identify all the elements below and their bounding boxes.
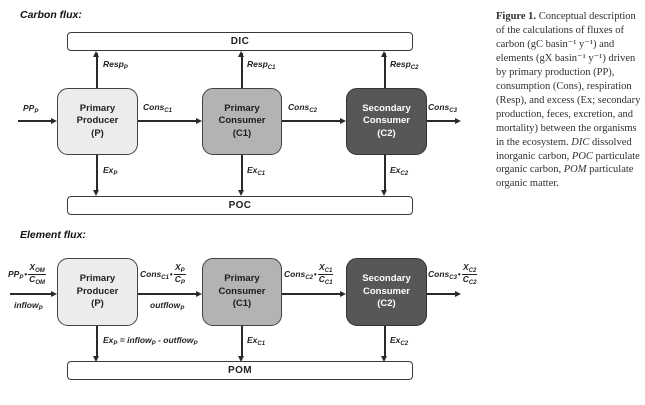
arrow-ex-p-line bbox=[96, 155, 98, 191]
element-flux-section-label: Element flux: bbox=[20, 229, 86, 241]
arrow-resp-c1-line bbox=[241, 53, 243, 88]
label-cons-c3-stoich: Cons$_{C3}$ • $\frac{X_{C2}}{C_{C2}}$ bbox=[428, 262, 477, 287]
arrow-cons-c2-line bbox=[282, 120, 340, 122]
arrow-elem-cons-c1-head bbox=[196, 291, 202, 297]
label-cons-c1-stoich: Cons$_{C1}$ • $\frac{X_P}{C_P}$ bbox=[140, 262, 185, 287]
label-ex-c2: $Ex_{C2}$ bbox=[390, 165, 409, 177]
arrow-elem-cons-c2-head bbox=[340, 291, 346, 297]
caption-pom-term: POM bbox=[563, 164, 587, 176]
label-elem-ex-c1: $Ex_{C1}$ bbox=[247, 335, 266, 347]
arrow-elem-cons-c1-line bbox=[138, 293, 196, 295]
arrow-ex-c1-line bbox=[241, 155, 243, 191]
figure-caption: Figure 1. Conceptual description of the calculations of fluxes of carbon (gC basin⁻¹ y⁻¹) and elements (gX basin⁻¹ y⁻¹) driven by primary production (PP), consumption (Cons), respiration (Resp), and excess (Ex; secondary production, feces, excretion, and mortality) between the organisms in the ecosystem. DIC dissolved inorganic carbon, POC particulate organic carbon, POM particulate organic matter. bbox=[496, 11, 641, 190]
carbon-flux-section-label: Carbon flux: bbox=[20, 9, 82, 21]
arrow-elem-cons-c3-line bbox=[427, 293, 455, 295]
arrow-cons-c2-head bbox=[340, 118, 346, 124]
label-pp-stoich: $PP_P$ • $\frac{X_{OM}}{C_{OM}}$ bbox=[8, 262, 45, 287]
arrow-resp-p-head bbox=[93, 51, 99, 57]
label-ex-c1: $Ex_{C1}$ bbox=[247, 165, 266, 177]
arrow-inflow-p-line bbox=[10, 293, 51, 295]
secondary-consumer-box-carbon: Secondary Consumer (C2) bbox=[346, 88, 427, 155]
arrow-pp-line bbox=[18, 120, 51, 122]
arrow-cons-c1-line bbox=[138, 120, 196, 122]
primary-consumer-box-carbon: Primary Consumer (C1) bbox=[202, 88, 282, 155]
arrow-resp-c1-head bbox=[238, 51, 244, 57]
label-cons-c1: Cons$_{C1}$ bbox=[143, 102, 172, 114]
arrow-inflow-p-head bbox=[51, 291, 57, 297]
caption-dic-term: DIC bbox=[571, 136, 590, 148]
arrow-resp-c2-line bbox=[384, 53, 386, 88]
poc-reservoir-bar: POC bbox=[67, 196, 413, 215]
pom-reservoir-bar: POM bbox=[67, 361, 413, 380]
arrow-cons-c3-line bbox=[427, 120, 455, 122]
dic-reservoir-bar: DIC bbox=[67, 32, 413, 51]
figure-caption-body: Conceptual description of the calculations of fluxes of carbon (gC basin⁻¹ y⁻¹) and elements (gX basin⁻¹ y⁻¹) driven by primary production (PP), consumption (Cons), respiration (Resp), and excess (Ex; secondary production, feces, excretion, and mortality) between the organisms in the ecosystem. bbox=[496, 11, 641, 148]
arrow-elem-ex-c2-line bbox=[384, 326, 386, 357]
label-cons-c2-stoich: Cons$_{C2}$ • $\frac{X_{C1}}{C_{C1}}$ bbox=[284, 262, 333, 287]
secondary-consumer-box-element: Secondary Consumer (C2) bbox=[346, 258, 427, 326]
label-cons-c3: Cons$_{C3}$ bbox=[428, 102, 457, 114]
arrow-cons-c1-head bbox=[196, 118, 202, 124]
primary-producer-box-element: Primary Producer (P) bbox=[57, 258, 138, 326]
label-resp-p: Resp$_P$ bbox=[103, 59, 128, 71]
caption-poc-term: POC bbox=[571, 150, 593, 162]
arrow-resp-p-line bbox=[96, 53, 98, 88]
label-outflow-p: outflow$_P$ bbox=[150, 300, 185, 312]
label-ex-p-equation: $Ex_P$ = inflow$_P$ - outflow$_P$ bbox=[103, 335, 198, 347]
label-elem-ex-c2: $Ex_{C2}$ bbox=[390, 335, 409, 347]
arrow-ex-c2-line bbox=[384, 155, 386, 191]
label-ex-p: $Ex_P$ bbox=[103, 165, 118, 177]
arrow-elem-cons-c2-line bbox=[282, 293, 340, 295]
arrow-cons-c3-head bbox=[455, 118, 461, 124]
label-inflow-p: inflow$_P$ bbox=[14, 300, 43, 312]
primary-consumer-box-element: Primary Consumer (C1) bbox=[202, 258, 282, 326]
arrow-elem-ex-c1-line bbox=[241, 326, 243, 357]
arrow-pp-head bbox=[51, 118, 57, 124]
arrow-resp-c2-head bbox=[381, 51, 387, 57]
label-cons-c2: Cons$_{C2}$ bbox=[288, 102, 317, 114]
label-resp-c2: Resp$_{C2}$ bbox=[390, 59, 419, 71]
figure-caption-label: Figure 1. bbox=[496, 11, 537, 22]
arrow-elem-cons-c3-head bbox=[455, 291, 461, 297]
arrow-elem-ex-p-line bbox=[96, 326, 98, 357]
primary-producer-box-carbon: Primary Producer (P) bbox=[57, 88, 138, 155]
label-resp-c1: Resp$_{C1}$ bbox=[247, 59, 276, 71]
label-pp: $PP_P$ bbox=[23, 103, 39, 115]
